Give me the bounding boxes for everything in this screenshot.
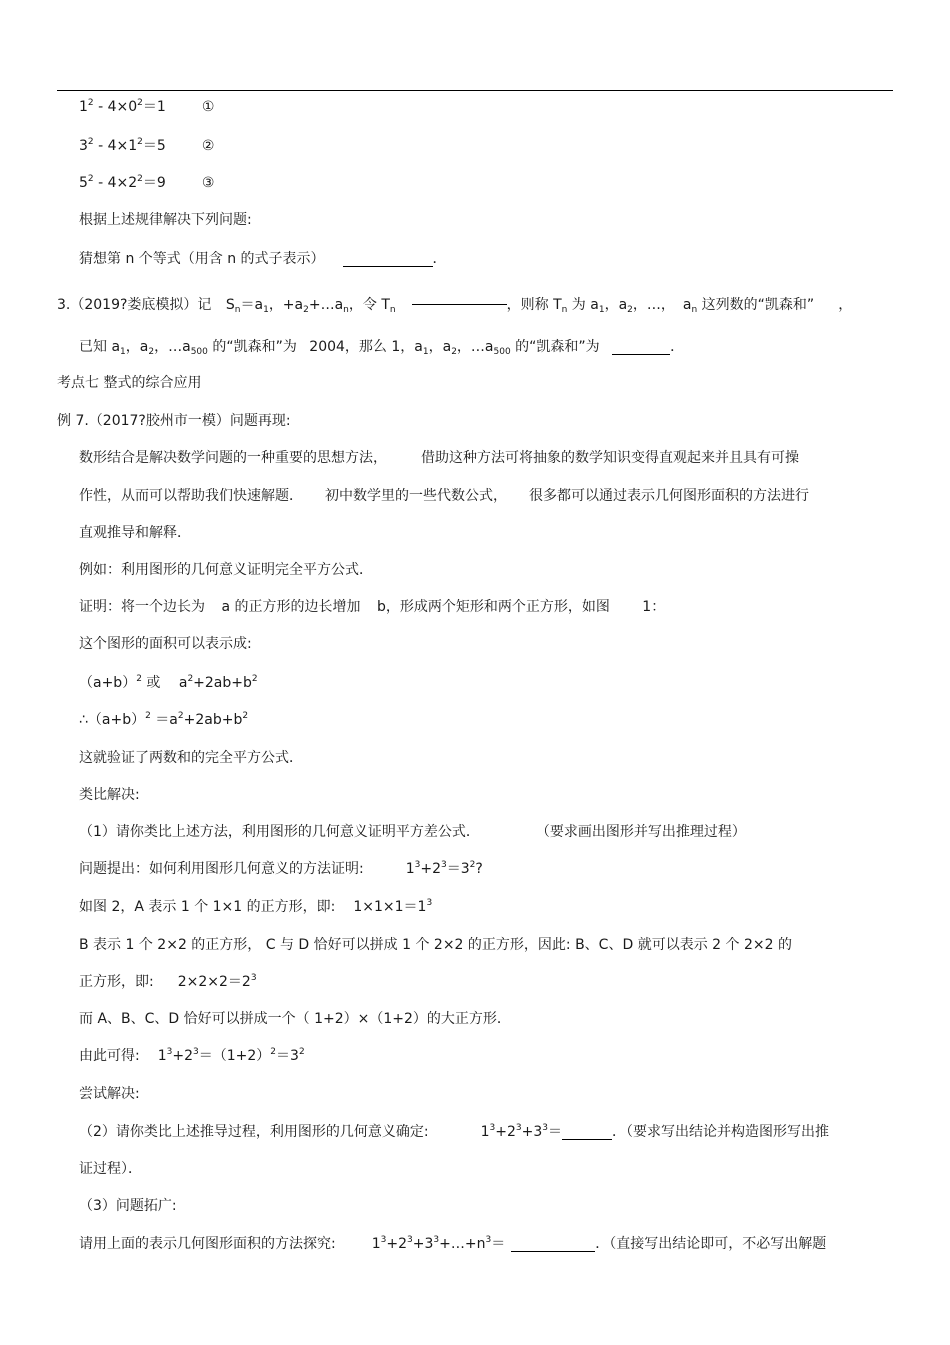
expression-2: $\therefore(a+b)^2 =a^2+2ab+b^2$ bbox=[79, 711, 249, 728]
area-line: 这个图形的面积可以表示成: bbox=[79, 636, 252, 652]
figure-2-line: 如图 2，A 表示 1 个 1×1 的正方形，即: $1\times 1\times 1=1^3$ bbox=[79, 898, 433, 915]
explore-line: 请用上面的表示几何图形面积的方法探究: $1^3+2^3+3^3+\dots+n^3=$ ．（直接写出结论即可，不必写出解题 bbox=[79, 1235, 827, 1252]
question-line: 问题提出：如何利用图形几何意义的方法证明: $1^3+2^3=3^2$? bbox=[79, 860, 483, 877]
task-1: （1）请你类比上述方法，利用图形的几何意义证明平方差公式． （要求画出图形并写出推理过程） bbox=[79, 824, 746, 840]
equation-3: $5^2 - 4\times 2^2=9$ ③ bbox=[79, 174, 215, 191]
header-rule bbox=[57, 90, 893, 91]
general-sum-blank[interactable] bbox=[511, 1237, 595, 1252]
analogy-heading: 类比解决: bbox=[79, 787, 140, 803]
task-3: （3）问题拓广: bbox=[79, 1198, 177, 1214]
thus-line: 由此可得: $1^3+2^3=(1+2)^2=3^2$ bbox=[79, 1047, 305, 1064]
and-line: 而 A、B、C、D 恰好可以拼成一个（ 1+2）×（1+2）的大正方形． bbox=[79, 1011, 511, 1027]
proof-line: 证明：将一个边长为 a 的正方形的边长增加 b，形成两个矩形和两个正方形，如图 1： bbox=[79, 599, 666, 615]
equation-2: $3^2 - 4\times 1^2=5$ ② bbox=[79, 137, 215, 154]
b-line: B 表示 1 个 2×2 的正方形， C 与 D 恰好可以拼成 1 个 2×2 的正方形，因此: B、C、D 就可以表示 2 个 2×2 的 bbox=[79, 937, 792, 953]
example-line: 例如：利用图形的几何意义证明完全平方公式． bbox=[79, 562, 373, 578]
expression-1: $(a+b)^2$ 或 $a^2+2ab+b^2$ bbox=[79, 674, 258, 691]
task-2-cont: 证过程）． bbox=[79, 1161, 142, 1177]
kaisen-blank[interactable] bbox=[612, 340, 670, 355]
try-line: 尝试解决: bbox=[79, 1086, 140, 1102]
para-2: 作性，从而可以帮助我们快速解题． 初中数学里的一些代数公式， 很多都可以通过表示几何图形面积的方法进行 bbox=[79, 488, 809, 504]
section-title: 考点七 整式的综合应用 bbox=[57, 375, 202, 391]
para-1: 数形结合是解决数学问题的一种重要的思想方法， 借助这种方法可将抽象的数学知识变得直观起来并且具有可操 bbox=[79, 450, 799, 466]
guess-line: 猜想第 n 个等式（用含 n 的式子表示） ． bbox=[79, 251, 447, 267]
example-7: 例 7.（2017?胶州市一模）问题再现: bbox=[57, 413, 291, 429]
verify-line: 这就验证了两数和的完全平方公式． bbox=[79, 750, 303, 766]
question-3: 3.（2019?娄底模拟）记 $S_n=a_1$，$+a_2+\dots a_n$，令 $T_n$ ，则称 $T_n$ 为 $a_1$，$a_2$，…， $a_n$ 这列数的“凯森和” ， bbox=[57, 297, 853, 315]
cube-sum-blank[interactable] bbox=[562, 1125, 612, 1140]
answer-blank[interactable] bbox=[343, 252, 433, 267]
tn-blank[interactable] bbox=[412, 296, 507, 305]
rule-intro: 根据上述规律解决下列问题: bbox=[79, 212, 252, 228]
square-line: 正方形，即: $2\times 2\times 2=2^3$ bbox=[79, 973, 257, 990]
equation-1: $1^2 - 4\times 0^2=1$ ① bbox=[79, 98, 215, 115]
para-3: 直观推导和解释． bbox=[79, 525, 191, 541]
task-2: （2）请你类比上述推导过程，利用图形的几何意义确定: $1^3+2^3+3^3=$ ．（要求写出结论并构造图形写出推 bbox=[79, 1123, 830, 1140]
question-3-line2: 已知 $a_1$，$a_2$，$\dots a_{500}$ 的“凯森和”为 2004，那么 1，$a_1$，$a_2$，$\dots a_{500}$ 的“凯森和”为 ． bbox=[79, 339, 685, 357]
